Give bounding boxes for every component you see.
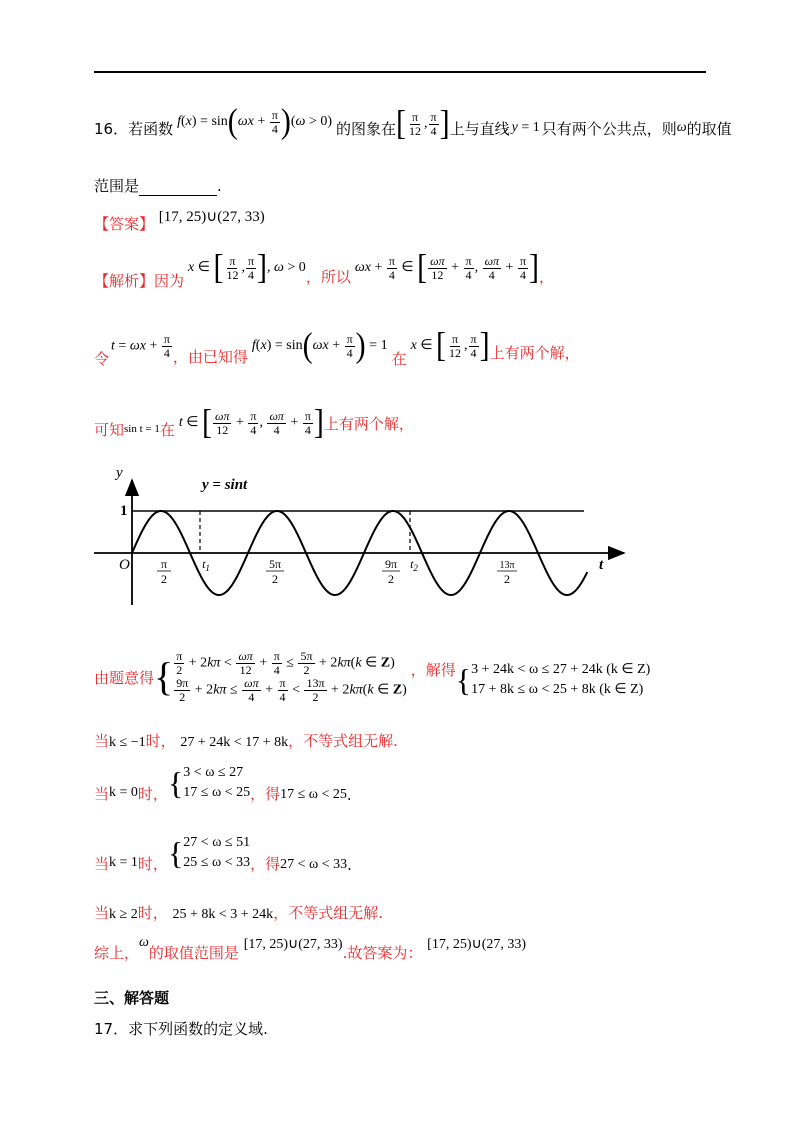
tick-9pi-over-2: 9π — [384, 557, 398, 571]
curve-label: y = sint — [202, 477, 248, 493]
answer-label: 【答案】 — [94, 215, 155, 233]
analysis-line-3: 可知 sin t = 1 在 t ∈ [ $\frac{\omega\pi}{12}$ + $\frac{\pi}{4}$ , $\frac{\omega\pi}{4}$ + $\frac{\pi}{4}$ ] 上有两个解， — [94, 403, 414, 442]
answer-value: [17, 25)∪(27, 33) — [158, 209, 265, 225]
origin-label: O — [119, 557, 130, 573]
interval-expression: [ $\frac{\pi}{12}$ , $\frac{\pi}{4}$ ] — [396, 104, 450, 143]
phase-interval: ωx + $\frac{\pi}{4}$ ∈ [ $\frac{\omega\pi}{12}$ + $\frac{\pi}{4}$ , $\frac{\omega\pi}{4}$ + $\frac{\pi}{4}$ ] — [354, 248, 540, 287]
t-axis-label: t — [599, 557, 604, 573]
question-16: 16． 若函数 f(x) = sin(ωx + $\frac{\pi}{4}$ )(ω > 0) 的图象在 [ $\frac{\pi}{12}$ , $\frac{\pi}{4}$ ] 上与直线 y = 1 只有两个公共点，则 ω 的取值 — [94, 102, 732, 143]
tick-5pi-over-2: 5π — [268, 557, 282, 571]
question-16-line2: 范围是 . — [94, 177, 222, 195]
svg-text:2: 2 — [161, 572, 167, 586]
conclusion: 综上，ω的取值范围是 [17, 25)∪(27, 33).故答案为： [17, 25)∪(27, 33) — [94, 935, 527, 962]
one-label: 1 — [120, 503, 128, 519]
function-expression: f(x) = sin(ωx + $\frac{\pi}{4}$ )(ω > 0) — [177, 102, 332, 141]
tick-13pi-over-2: 13π — [499, 560, 515, 571]
tick-t2: $t_2$ — [410, 557, 418, 573]
case-k-le-minus-1: 当k ≤ −1时， 27 + 24k < 17 + 8k，不等式组无解. — [94, 732, 398, 750]
top-rule — [94, 71, 706, 73]
equation: f(x) = sin(ωx + $\frac{\pi}{4}$ ) = 1 — [251, 326, 388, 365]
sine-graph — [94, 465, 614, 615]
section-heading: 三、解答题 — [94, 989, 170, 1007]
substitution: t = ωx + $\frac{\pi}{4}$ — [111, 331, 170, 360]
x-interval: x ∈ [ $\frac{\pi}{12}$ , $\frac{\pi}{4}$ ], ω > 0 — [188, 248, 306, 287]
line-expression: y = 1 — [511, 120, 540, 135]
question-number: 16． — [94, 119, 129, 138]
case-k-1: 当 k = 1 时， { 27 < ω ≤ 51 25 ≤ ω < 33 ，得 27 < ω < 33 . — [94, 835, 352, 874]
analysis-line-4: 由题意得 { $\frac{\pi}{2}$ + 2kπ < $\frac{\omega\pi}{12}$ + $\frac{\pi}{4}$ ≤ $\frac{5\pi}{2}$ + 2kπ(k ∈ Z) $\frac{9\pi}{2}$ + 2kπ ≤ $\frac{\omega\pi}{4}$ + $\frac{\pi}{4}$ < $\frac{13\pi}{2}$ + 2kπ(k ∈ Z) ，解得 { 3 + 24k < ω ≤ 27 + 24k (k ∈ Z) 17 + 8k ≤ ω < 25 + 8k (k ∈ Z) — [94, 649, 651, 704]
tick-pi-over-2: π — [160, 557, 168, 571]
solution-system: { 3 + 24k < ω ≤ 27 + 24k (k ∈ Z) 17 + 8k ≤ ω < 25 + 8k (k ∈ Z) — [455, 662, 651, 698]
case-k-0: 当 k = 0 时， { 3 < ω ≤ 27 17 ≤ ω < 25 ，得 17 ≤ ω < 25 . — [94, 765, 352, 804]
answer-row — [94, 205, 265, 233]
svg-text:2: 2 — [272, 572, 278, 586]
answer-blank — [139, 181, 217, 196]
analysis-label: 【解析】 — [94, 271, 155, 290]
svg-text:2: 2 — [504, 572, 510, 586]
condition-system: { $\frac{\pi}{2}$ + 2kπ < $\frac{\omega\pi}{12}$ + $\frac{\pi}{4}$ ≤ $\frac{5\pi}{2}$ + 2kπ(k ∈ Z) $\frac{9\pi}{2}$ + 2kπ ≤ $\frac{\omega\pi}{4}$ + $\frac{\pi}{4}$ < $\frac{13\pi}{2}$ + 2kπ(k ∈ Z) — [154, 649, 407, 704]
case-k-ge-2: 当k ≥ 2时， 25 + 8k < 3 + 24k，不等式组无解. — [94, 904, 383, 922]
tick-t1: $t_1$ — [202, 557, 210, 573]
question-17: 17．求下列函数的定义域. — [94, 1020, 268, 1038]
y-axis-label: y — [116, 465, 123, 481]
svg-text:2: 2 — [388, 572, 394, 586]
analysis-line-2: 令 t = ωx + $\frac{\pi}{4}$ ，由已知得 f(x) = sin(ωx + $\frac{\pi}{4}$ ) = 1 在 x ∈ [ $\frac{\pi}{12}$ , $\frac{\pi}{4}$ ] 上有两个解， — [94, 326, 580, 368]
t-interval: t ∈ [ $\frac{\omega\pi}{12}$ + $\frac{\pi}{4}$ , $\frac{\omega\pi}{4}$ + $\frac{\pi}{4}$ ] — [178, 403, 324, 442]
analysis-line-1: 【解析】 因为 x ∈ [ $\frac{\pi}{12}$ , $\frac{\pi}{4}$ ], ω > 0 ，所以 ωx + $\frac{\pi}{4}$ ∈ [ $\frac{\omega\pi}{12}$ + $\frac{\pi}{4}$ , $\frac{\omega\pi}{4}$ + $\frac{\pi}{4}$ ] ， — [94, 248, 555, 290]
x-interval-2: x ∈ [ $\frac{\pi}{12}$ , $\frac{\pi}{4}$ ] — [410, 326, 490, 365]
